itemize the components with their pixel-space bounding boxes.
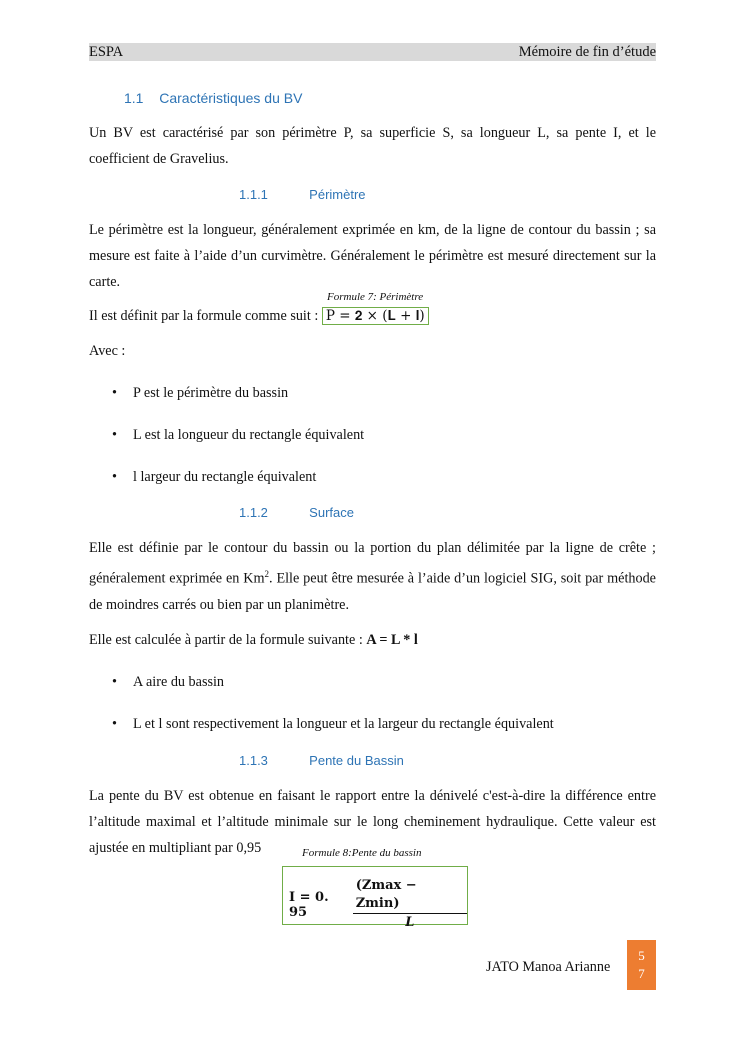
- page-number-line1: 5: [638, 948, 645, 963]
- subsection-pente-heading: [239, 753, 404, 768]
- list-item: • l largeur du rectangle équivalent: [112, 469, 317, 485]
- page-number-badge: [627, 940, 656, 990]
- pente-formula: [289, 877, 467, 932]
- subsection-number: 1.1.3: [239, 753, 268, 768]
- perimetre-formula-line: [89, 307, 429, 325]
- formula-numerator: (𝐙𝐦𝐚𝐱 − 𝐙𝐦𝐢𝐧): [353, 877, 467, 914]
- formula-left: 𝐈 = 𝟎. 𝟗𝟓: [289, 889, 329, 920]
- formula-intro: Elle est calculée à partir de la formule suivante :: [89, 632, 363, 648]
- header-right: Mémoire de fin d’étude: [518, 44, 656, 60]
- formula-intro: Il est définit par la formule comme suit :: [89, 308, 319, 324]
- subsection-number: 1.1.2: [239, 505, 268, 520]
- avec-label: Avec :: [89, 343, 126, 359]
- formula-denominator: 𝑳: [405, 915, 415, 930]
- subsection-perimetre-heading: [239, 187, 366, 202]
- list-item: • L et l sont respectivement la longueur et la largeur du rectangle équivalent: [112, 716, 554, 732]
- surface-formula: A = L * l: [366, 632, 418, 648]
- surface-paragraph: Elle est définie par le contour du bassin ou la portion du plan délimitée par la ligne de crête ; généralement exprimée en Km$^2$. Elle peut être mesurée à l’aide d’un logiciel SIG, soit par méthode de moindres carrés ou bien par un planimètre.: [89, 540, 656, 613]
- pente-paragraph: La pente du BV est obtenue en faisant le rapport entre la dénivelé c'est-à-dire la différence entre l’altitude maximal et l’altitude minimale sur le long cheminement hydraulique. Cette valeur est ajustée en multipliant par 0,95: [89, 788, 656, 856]
- footer-author: JATO Manoa Arianne: [486, 959, 611, 975]
- formula-8-caption: Formule 8:Pente du bassin: [302, 847, 422, 859]
- surface-formula-line: [89, 632, 418, 649]
- subsection-number: 1.1.1: [239, 187, 268, 202]
- section-heading: [124, 90, 302, 106]
- perimetre-formula: P = 𝟐 × (𝐋 + 𝐥): [322, 307, 429, 325]
- subsection-title: Pente du Bassin: [309, 753, 404, 768]
- pente-formula-box: [282, 866, 468, 930]
- section-number: 1.1: [124, 90, 144, 106]
- subsection-title: Surface: [309, 505, 354, 520]
- subsection-surface-heading: [239, 505, 354, 520]
- list-item: • L est la longueur du rectangle équivalent: [112, 427, 365, 443]
- header-left: ESPA: [89, 44, 124, 60]
- section-title: Caractéristiques du BV: [159, 90, 303, 106]
- page-number-line2: 7: [638, 966, 645, 981]
- formula-7-caption: Formule 7: Périmètre: [327, 291, 424, 303]
- perimetre-paragraph: Le périmètre est la longueur, généralement exprimée en km, de la ligne de contour du bassin ; sa mesure est faite à l’aide d’un curvimètre. Généralement le périmètre est mesuré directement sur la carte.: [89, 222, 656, 290]
- intro-paragraph: Un BV est caractérisé par son périmètre P, sa superficie S, sa longueur L, sa pente I, et le coefficient de Gravelius.: [89, 125, 656, 167]
- list-item: • A aire du bassin: [112, 674, 225, 690]
- page-header: [89, 43, 656, 61]
- subsection-title: Périmètre: [309, 187, 366, 202]
- list-item: • P est le périmètre du bassin: [112, 385, 289, 401]
